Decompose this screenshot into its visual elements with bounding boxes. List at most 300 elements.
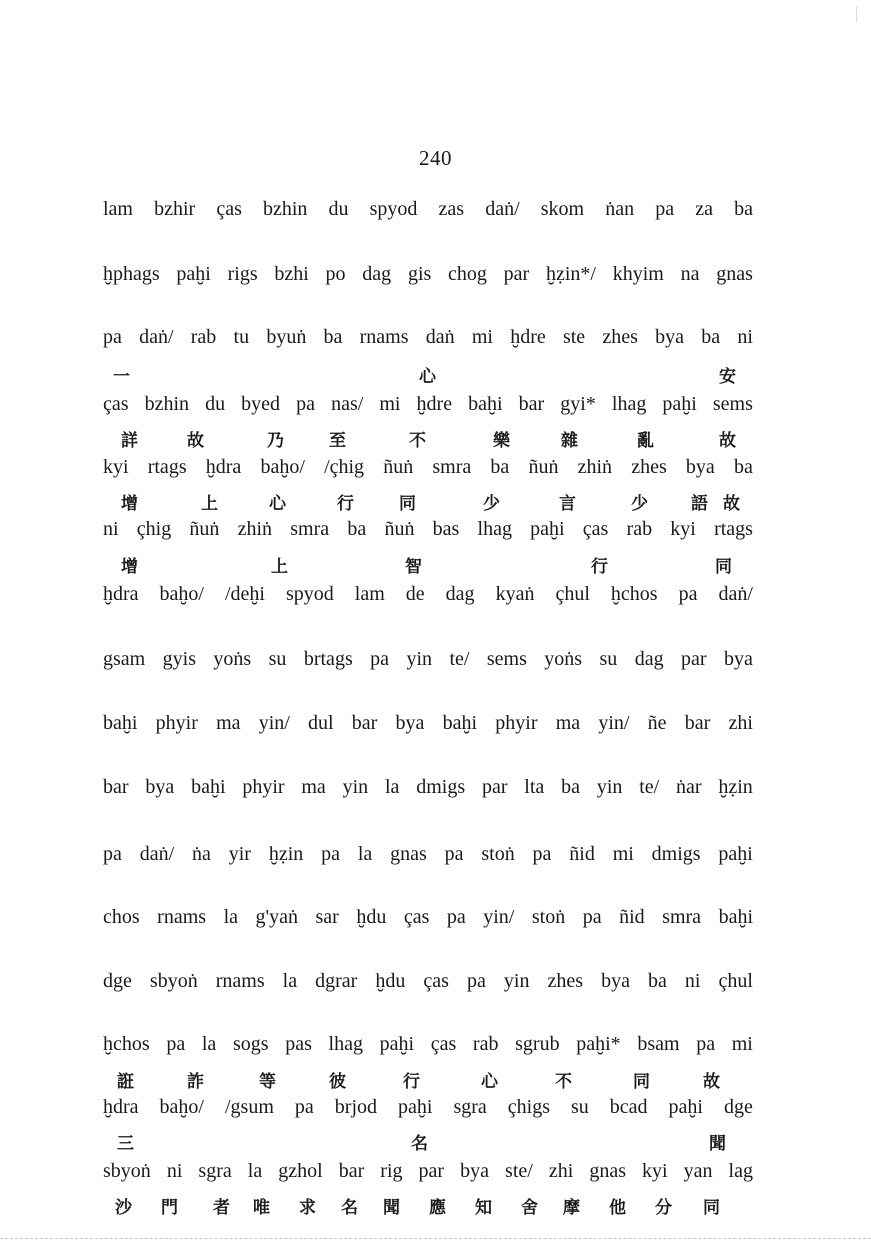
chinese-character: 言 <box>559 494 576 514</box>
tibetan-word: dge <box>723 1096 753 1118</box>
tibetan-word: paḫi <box>379 1033 415 1055</box>
chinese-character: 詳 <box>121 431 138 451</box>
tibetan-word: la <box>223 906 238 928</box>
tibetan-word: dmigs <box>416 776 466 798</box>
tibetan-word: mi <box>731 1033 753 1055</box>
tibetan-word: ste/ <box>505 1160 533 1182</box>
tibetan-word: sgrub <box>515 1033 560 1055</box>
tibetan-word: /deḫi <box>224 583 265 605</box>
tibetan-word: ḫẓin*/ <box>545 263 596 285</box>
tibetan-word: bzhir <box>154 198 196 220</box>
chinese-gloss-line <box>103 552 753 576</box>
tibetan-word: ṅar <box>676 776 702 798</box>
tibetan-word: smra <box>662 906 702 928</box>
tibetan-word: ças <box>403 906 430 928</box>
tibetan-word: pas <box>285 1033 312 1055</box>
tibetan-word: par <box>418 1160 445 1182</box>
chinese-character: 故 <box>703 1072 720 1092</box>
tibetan-word: gsam <box>103 648 146 670</box>
tibetan-word: ba <box>561 776 580 798</box>
tibetan-word: phyir <box>495 712 538 734</box>
chinese-character: 心 <box>269 494 286 514</box>
tibetan-word: daṅ/ <box>485 198 520 220</box>
tibetan-word: lam <box>103 198 133 220</box>
chinese-character: 故 <box>719 431 736 451</box>
tibetan-word: bar <box>518 393 545 415</box>
tibetan-word: ḫphags <box>103 263 160 285</box>
page-edge-mark <box>856 6 861 22</box>
tibetan-word: te/ <box>639 776 660 798</box>
tibetan-word: stoṅ <box>481 843 515 865</box>
chinese-gloss-line <box>103 1193 753 1217</box>
tibetan-word: pa <box>582 906 602 928</box>
tibetan-word: baḫi <box>468 393 503 415</box>
tibetan-word: ḫdre <box>510 326 546 348</box>
chinese-character: 上 <box>271 557 288 577</box>
tibetan-line <box>103 263 753 286</box>
tibetan-word: çhul <box>718 970 753 992</box>
tibetan-line <box>103 906 753 929</box>
chinese-character: 行 <box>591 557 608 577</box>
tibetan-word: pa <box>655 198 675 220</box>
tibetan-word: gnas <box>589 1160 626 1182</box>
tibetan-word: ñuṅ <box>384 518 415 540</box>
tibetan-word: pa <box>166 1033 186 1055</box>
tibetan-word: gis <box>407 263 432 285</box>
tibetan-word: bya <box>724 648 753 670</box>
chinese-character: 智 <box>405 557 422 577</box>
tibetan-line <box>103 1160 753 1183</box>
tibetan-word: ni <box>737 326 753 348</box>
tibetan-word: rtags <box>147 456 187 478</box>
tibetan-word: gnas <box>716 263 753 285</box>
tibetan-word: ṅa <box>192 843 211 865</box>
tibetan-word: lam <box>354 583 385 605</box>
page-number: 240 <box>419 146 452 170</box>
chinese-character: 亂 <box>637 431 654 451</box>
tibetan-word: brjod <box>334 1096 377 1118</box>
tibetan-word: bar <box>338 1160 365 1182</box>
chinese-character: 一 <box>113 367 130 387</box>
tibetan-word: lta <box>524 776 545 798</box>
tibetan-word: ba <box>734 198 753 220</box>
tibetan-word: mi <box>612 843 634 865</box>
tibetan-word: bas <box>432 518 460 540</box>
tibetan-word: bya <box>685 456 715 478</box>
tibetan-word: dul <box>308 712 334 734</box>
tibetan-word: baḫi <box>191 776 226 798</box>
chinese-character: 者 <box>213 1198 230 1218</box>
tibetan-word: zhiṅ <box>237 518 273 540</box>
tibetan-word: ñid <box>569 843 595 865</box>
tibetan-line <box>103 583 753 606</box>
tibetan-word: bar <box>103 776 129 798</box>
tibetan-word: pa <box>321 843 340 865</box>
tibetan-word: bcad <box>609 1096 648 1118</box>
tibetan-word: zhes <box>547 970 584 992</box>
tibetan-word: ças <box>216 198 242 220</box>
tibetan-word: dag <box>445 583 475 605</box>
tibetan-word: la <box>384 776 400 798</box>
tibetan-word: tu <box>233 326 250 348</box>
tibetan-word: ñuṅ <box>528 456 559 478</box>
tibetan-word: skom <box>540 198 585 220</box>
tibetan-word: sbyoṅ <box>149 970 198 992</box>
tibetan-word: sogs <box>232 1033 269 1055</box>
tibetan-word: yoṅs <box>213 648 252 670</box>
tibetan-word: par <box>503 263 530 285</box>
chinese-gloss-line <box>103 1129 753 1153</box>
tibetan-word: bya <box>145 776 175 798</box>
tibetan-word: yin <box>342 776 369 798</box>
tibetan-word: rigs <box>227 263 258 285</box>
chinese-character: 少 <box>631 494 648 514</box>
chinese-character: 增 <box>121 494 138 514</box>
tibetan-word: gnas <box>390 843 427 865</box>
tibetan-word: bzhin <box>262 198 308 220</box>
tibetan-line <box>103 326 753 349</box>
tibetan-word: yan <box>683 1160 713 1182</box>
tibetan-word: kyi <box>103 456 129 478</box>
tibetan-word: lhag <box>477 518 512 540</box>
tibetan-line <box>103 843 753 866</box>
tibetan-word: bsam <box>637 1033 680 1055</box>
tibetan-word: ba <box>347 518 367 540</box>
chinese-character: 詐 <box>187 1072 204 1092</box>
tibetan-word: ma <box>555 712 581 734</box>
chinese-character: 乃 <box>267 431 284 451</box>
tibetan-word: bar <box>351 712 378 734</box>
chinese-character: 心 <box>419 367 436 387</box>
chinese-character: 門 <box>161 1198 178 1218</box>
tibetan-word: du <box>328 198 349 220</box>
tibetan-word: yoṅs <box>544 648 583 670</box>
tibetan-word: bar <box>684 712 711 734</box>
tibetan-word: daṅ/ <box>718 583 753 605</box>
tibetan-word: zhi <box>728 712 753 734</box>
chinese-character: 不 <box>555 1072 572 1092</box>
chinese-character: 名 <box>411 1134 428 1154</box>
chinese-character: 他 <box>609 1198 626 1218</box>
tibetan-word: dag <box>634 648 664 670</box>
tibetan-word: smra <box>290 518 330 540</box>
chinese-character: 彼 <box>329 1072 346 1092</box>
tibetan-word: dmigs <box>651 843 701 865</box>
tibetan-word: zhes <box>631 456 667 478</box>
tibetan-word: ba <box>323 326 343 348</box>
tibetan-word: kyi <box>642 1160 668 1182</box>
tibetan-word: la <box>201 1033 217 1055</box>
tibetan-word: lhag <box>611 393 647 415</box>
tibetan-word: ḫdu <box>356 906 387 928</box>
tibetan-line <box>103 1033 753 1056</box>
tibetan-line <box>103 970 753 993</box>
tibetan-word: bya <box>601 970 630 992</box>
tibetan-word: rig <box>380 1160 403 1182</box>
chinese-character: 雜 <box>561 431 578 451</box>
tibetan-word: byed <box>241 393 281 415</box>
tibetan-word: po <box>325 263 346 285</box>
chinese-gloss-line <box>103 362 753 386</box>
tibetan-word: ḫchos <box>610 583 658 605</box>
tibetan-word: zhiṅ <box>577 456 613 478</box>
tibetan-word: ḫdra <box>103 1096 139 1118</box>
tibetan-word: ni <box>684 970 701 992</box>
chinese-character: 名 <box>341 1198 358 1218</box>
tibetan-word: par <box>681 648 707 670</box>
chinese-character: 知 <box>475 1198 492 1218</box>
tibetan-line <box>103 198 753 221</box>
tibetan-word: de <box>405 583 425 605</box>
tibetan-word: daṅ <box>425 326 455 348</box>
tibetan-word: ñuṅ <box>383 456 414 478</box>
chinese-character: 同 <box>715 557 732 577</box>
tibetan-word: sbyoṅ <box>103 1160 151 1182</box>
tibetan-word: phyir <box>155 712 198 734</box>
tibetan-word: baḫi <box>103 712 138 734</box>
tibetan-word: pa <box>296 393 316 415</box>
chinese-gloss-line <box>103 426 753 450</box>
tibetan-word: yin/ <box>258 712 290 734</box>
chinese-character: 同 <box>633 1072 650 1092</box>
tibetan-word: ñuṅ <box>189 518 220 540</box>
tibetan-line <box>103 518 753 541</box>
tibetan-word: paḫi <box>662 393 697 415</box>
tibetan-word: smra <box>432 456 472 478</box>
tibetan-word: baḫi <box>442 712 478 734</box>
tibetan-word: gyi* <box>560 393 596 415</box>
tibetan-word: çhul <box>555 583 590 605</box>
tibetan-word: sgra <box>453 1096 487 1118</box>
tibetan-word: pa <box>532 843 552 865</box>
bottom-rule <box>0 1238 871 1239</box>
chinese-character: 誑 <box>117 1072 134 1092</box>
chinese-character: 應 <box>429 1198 446 1218</box>
tibetan-word: yin <box>503 970 530 992</box>
chinese-character: 求 <box>299 1198 316 1218</box>
tibetan-word: ba <box>648 970 667 992</box>
chinese-character: 行 <box>337 494 354 514</box>
tibetan-word: sar <box>315 906 339 928</box>
tibetan-word: su <box>268 648 287 670</box>
tibetan-word: ste <box>562 326 586 348</box>
chinese-character: 摩 <box>563 1198 580 1218</box>
tibetan-word: daṅ/ <box>139 326 174 348</box>
chinese-character: 同 <box>399 494 416 514</box>
tibetan-word: ñid <box>619 906 645 928</box>
tibetan-word: spyod <box>369 198 418 220</box>
tibetan-word: sems <box>486 648 527 670</box>
chinese-character: 不 <box>409 431 426 451</box>
tibetan-word: chos <box>103 906 140 928</box>
tibetan-word: stoṅ <box>531 906 566 928</box>
chinese-character: 同 <box>703 1198 720 1218</box>
tibetan-word: ḫẓin <box>268 843 304 865</box>
tibetan-word: za <box>695 198 713 220</box>
chinese-character: 沙 <box>115 1198 132 1218</box>
tibetan-word: baḫo/ <box>159 583 204 605</box>
tibetan-word: ças <box>430 1033 457 1055</box>
tibetan-word: pa <box>446 906 466 928</box>
tibetan-word: paḫi <box>718 843 753 865</box>
tibetan-word: dgrar <box>315 970 358 992</box>
tibetan-line <box>103 393 753 416</box>
tibetan-word: rnams <box>157 906 207 928</box>
tibetan-word: sems <box>712 393 753 415</box>
tibetan-word: ças <box>423 970 449 992</box>
tibetan-word: bya <box>460 1160 490 1182</box>
tibetan-word: khyim <box>612 263 664 285</box>
tibetan-word: du <box>205 393 226 415</box>
tibetan-word: na <box>680 263 700 285</box>
tibetan-word: zas <box>438 198 465 220</box>
tibetan-word: dag <box>362 263 392 285</box>
tibetan-word: ba <box>490 456 510 478</box>
tibetan-word: yin <box>596 776 623 798</box>
tibetan-word: rtags <box>714 518 753 540</box>
chinese-character: 增 <box>121 557 138 577</box>
tibetan-word: pa <box>103 843 122 865</box>
tibetan-word: zhi <box>548 1160 574 1182</box>
chinese-gloss-line <box>103 1067 753 1091</box>
tibetan-word: pa <box>103 326 122 348</box>
chinese-character: 安 <box>719 367 736 387</box>
chinese-character: 至 <box>329 431 346 451</box>
chinese-character: 少 <box>483 494 500 514</box>
tibetan-word: gzhol <box>278 1160 323 1182</box>
tibetan-word: ni <box>166 1160 183 1182</box>
tibetan-word: la <box>357 843 373 865</box>
tibetan-word: ba <box>733 456 753 478</box>
tibetan-word: kyi <box>670 518 696 540</box>
tibetan-word: par <box>481 776 508 798</box>
tibetan-word: la <box>247 1160 263 1182</box>
tibetan-word: spyod <box>285 583 334 605</box>
tibetan-word: brtags <box>303 648 353 670</box>
tibetan-word: bzhi <box>274 263 309 285</box>
chinese-character: 上 <box>201 494 218 514</box>
tibetan-word: ças <box>103 393 129 415</box>
tibetan-word: pa <box>678 583 698 605</box>
tibetan-word: rab <box>190 326 217 348</box>
tibetan-word: sgra <box>198 1160 232 1182</box>
tibetan-word: baḫo/ <box>260 456 305 478</box>
tibetan-word: daṅ/ <box>139 843 175 865</box>
chinese-character: 等 <box>259 1072 276 1092</box>
tibetan-word: ma <box>301 776 326 798</box>
tibetan-word: /çhig <box>324 456 365 478</box>
tibetan-word: yin <box>406 648 433 670</box>
tibetan-word: ma <box>216 712 241 734</box>
tibetan-word: ñe <box>647 712 667 734</box>
tibetan-word: ṅan <box>605 198 635 220</box>
tibetan-line <box>103 776 753 799</box>
tibetan-word: pa <box>696 1033 716 1055</box>
chinese-character: 故 <box>187 431 204 451</box>
tibetan-word: /gsum <box>224 1096 274 1118</box>
tibetan-line <box>103 1096 753 1119</box>
tibetan-word: dge <box>103 970 132 992</box>
tibetan-word: çhigs <box>507 1096 550 1118</box>
tibetan-word: ḫdra <box>205 456 242 478</box>
tibetan-word: te/ <box>449 648 470 670</box>
tibetan-word: paḫi <box>398 1096 433 1118</box>
chinese-gloss-line <box>103 489 753 513</box>
chinese-character: 三 <box>117 1134 134 1154</box>
tibetan-word: ḫdre <box>416 393 453 415</box>
tibetan-word: bzhin <box>144 393 190 415</box>
tibetan-word: nas/ <box>331 393 364 415</box>
tibetan-word: rab <box>472 1033 499 1055</box>
tibetan-word: ḫdra <box>103 583 139 605</box>
tibetan-word: pa <box>444 843 464 865</box>
tibetan-word: kyaṅ <box>495 583 535 605</box>
tibetan-word: bya <box>395 712 425 734</box>
tibetan-word: la <box>282 970 298 992</box>
chinese-character: 舍 <box>521 1198 538 1218</box>
tibetan-word: baḫi <box>718 906 753 928</box>
tibetan-word: paḫi <box>176 263 211 285</box>
chinese-character: 樂 <box>493 431 510 451</box>
chinese-character: 唯 <box>253 1198 270 1218</box>
tibetan-word: su <box>570 1096 589 1118</box>
tibetan-word: rnams <box>359 326 409 348</box>
chinese-character: 聞 <box>709 1134 726 1154</box>
tibetan-word: mi <box>471 326 493 348</box>
tibetan-word: paḫi <box>530 518 565 540</box>
tibetan-word: ba <box>701 326 721 348</box>
tibetan-word: chog <box>448 263 487 285</box>
tibetan-word: ni <box>103 518 119 540</box>
tibetan-word: ḫchos <box>103 1033 150 1055</box>
chinese-character: 分 <box>655 1198 672 1218</box>
tibetan-word: pa <box>294 1096 314 1118</box>
tibetan-word: bya <box>655 326 685 348</box>
tibetan-word: ḫdu <box>375 970 406 992</box>
tibetan-line <box>103 456 753 479</box>
chinese-character: 語 <box>691 494 708 514</box>
tibetan-word: çhig <box>136 518 172 540</box>
chinese-character: 心 <box>481 1072 498 1092</box>
chinese-character: 聞 <box>383 1198 400 1218</box>
chinese-character: 故 <box>723 494 740 514</box>
tibetan-word: su <box>599 648 618 670</box>
tibetan-word: zhes <box>602 326 638 348</box>
tibetan-word: byuṅ <box>266 326 307 348</box>
tibetan-word: yin/ <box>598 712 630 734</box>
tibetan-word: yir <box>228 843 251 865</box>
tibetan-word: pa <box>370 648 390 670</box>
tibetan-word: yin/ <box>483 906 515 928</box>
tibetan-word: pa <box>466 970 486 992</box>
tibetan-word: lag <box>728 1160 753 1182</box>
tibetan-word: ças <box>582 518 609 540</box>
tibetan-word: rnams <box>215 970 265 992</box>
tibetan-word: ḫẓin <box>718 776 753 798</box>
tibetan-word: mi <box>379 393 401 415</box>
tibetan-word: paḫi <box>668 1096 703 1118</box>
tibetan-line <box>103 648 753 671</box>
tibetan-word: g'yaṅ <box>255 906 298 928</box>
tibetan-word: paḫi* <box>576 1033 621 1055</box>
tibetan-word: gyis <box>162 648 196 670</box>
tibetan-word: baḫo/ <box>159 1096 204 1118</box>
tibetan-word: rab <box>626 518 653 540</box>
tibetan-line <box>103 712 753 735</box>
tibetan-word: phyir <box>242 776 285 798</box>
tibetan-word: lhag <box>328 1033 363 1055</box>
chinese-character: 行 <box>403 1072 420 1092</box>
